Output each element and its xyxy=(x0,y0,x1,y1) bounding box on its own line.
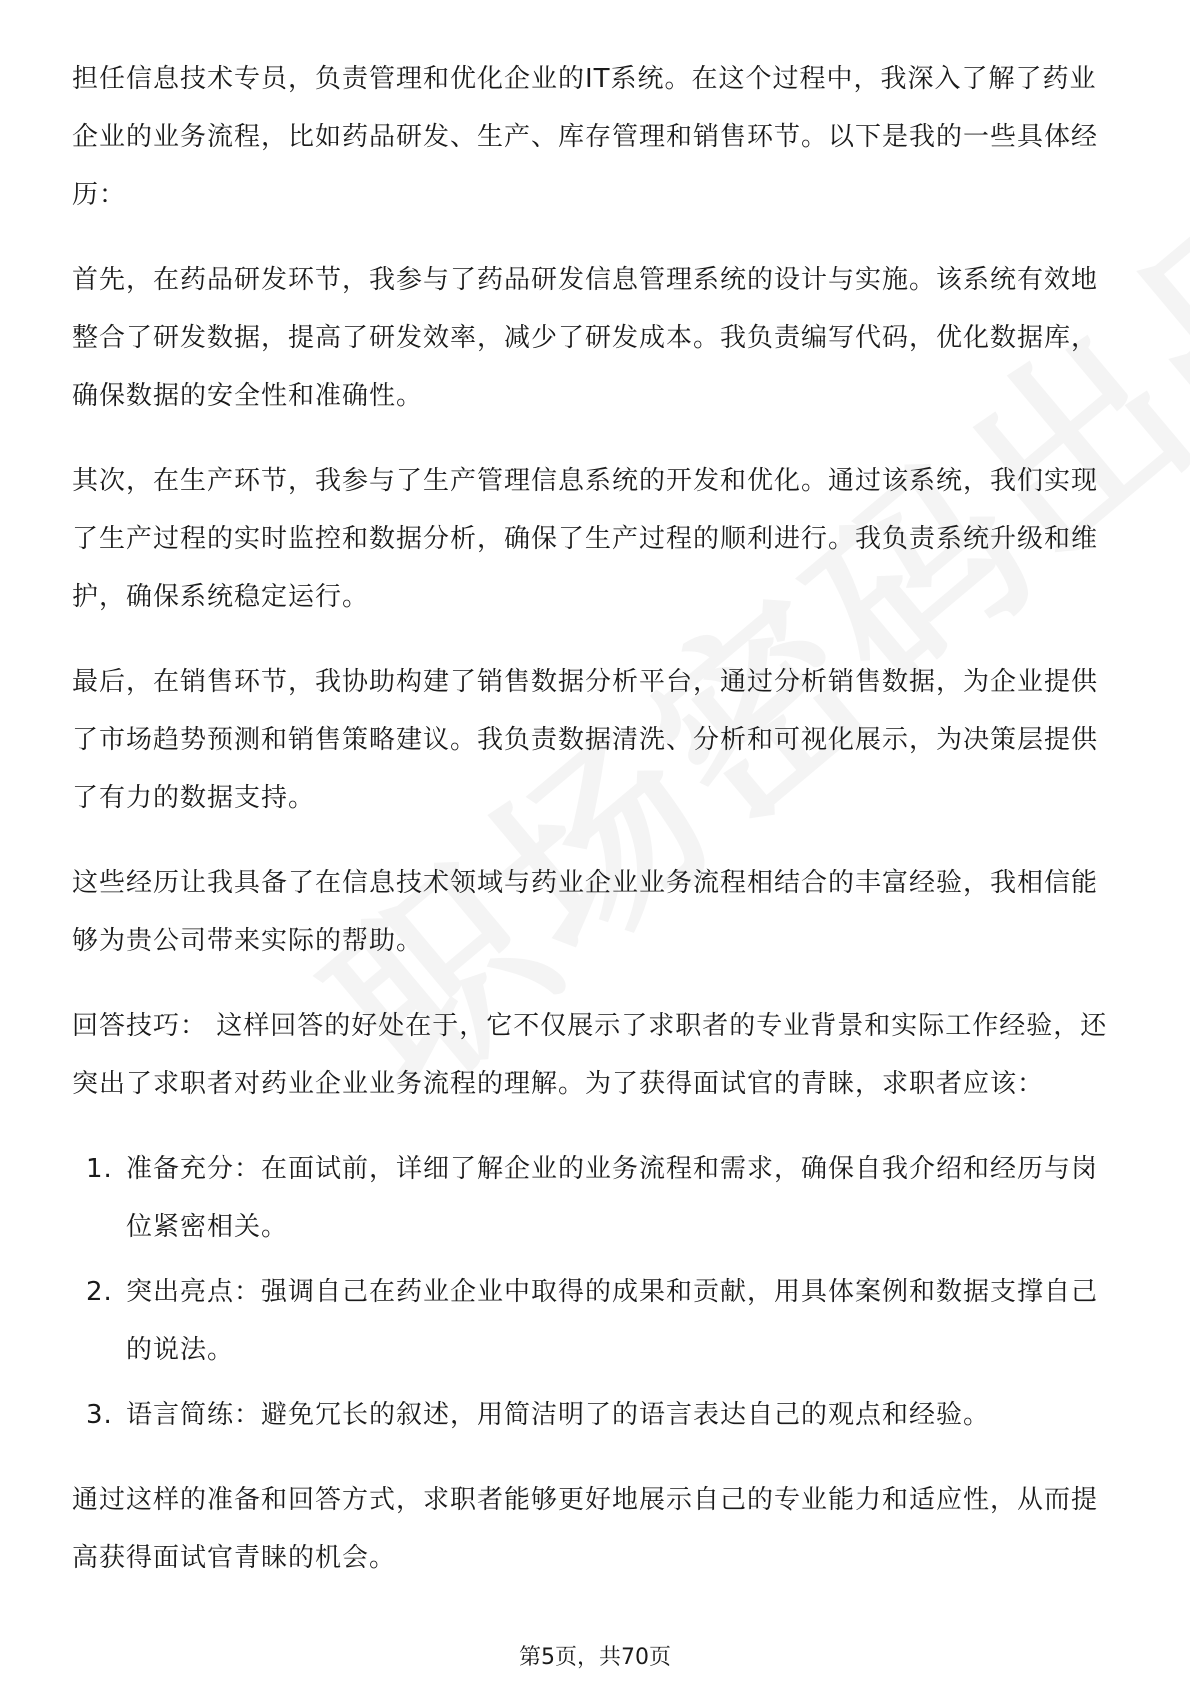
list-text: 准备充分：在面试前，详细了解企业的业务流程和需求，确保自我介绍和经历与岗位紧密相关。 xyxy=(126,1154,1099,1242)
paragraph-sales: 最后，在销售环节，我协助构建了销售数据分析平台，通过分析销售数据，为企业提供了市场趋势预测和销售策略建议。我负责数据清洗、分析和可视化展示，为决策层提供了有力的数据支持。 xyxy=(72,667,1099,813)
paragraph-it-role: 担任信息技术专员，负责管理和优化企业的IT系统。在这个过程中，我深入了解了药业企业的业务流程，比如药品研发、生产、库存管理和销售环节。以下是我的一些具体经历： xyxy=(72,64,1099,210)
list-text: 语言简练：避免冗长的叙述，用简洁明了的语言表达自己的观点和经验。 xyxy=(126,1400,991,1430)
paragraph-production: 其次，在生产环节，我参与了生产管理信息系统的开发和优化。通过该系统，我们实现了生产过程的实时监控和数据分析，确保了生产过程的顺利进行。我负责系统升级和维护，确保系统稳定运行。 xyxy=(72,466,1099,612)
list-item xyxy=(72,1263,1118,1379)
document-body xyxy=(72,50,1118,1614)
list-item xyxy=(72,1386,1118,1444)
tips-list xyxy=(72,1140,1118,1444)
list-number: 3. xyxy=(86,1400,113,1430)
list-text: 突出亮点：强调自己在药业企业中取得的成果和贡献，用具体案例和数据支撑自己的说法。 xyxy=(126,1277,1099,1365)
list-item xyxy=(72,1140,1118,1256)
paragraph-summary: 这些经历让我具备了在信息技术领域与药业企业业务流程相结合的丰富经验，我相信能够为贵公司带来实际的帮助。 xyxy=(72,868,1099,956)
list-number: 1. xyxy=(86,1154,113,1184)
paragraph-rnd: 首先，在药品研发环节，我参与了药品研发信息管理系统的设计与实施。该系统有效地整合了研发数据，提高了研发效率，减少了研发成本。我负责编写代码，优化数据库，确保数据的安全性和准确性。 xyxy=(72,265,1099,411)
paragraph-answer-tips: 回答技巧： 这样回答的好处在于，它不仅展示了求职者的专业背景和实际工作经验，还突出了求职者对药业企业业务流程的理解。为了获得面试官的青睐，求职者应该： xyxy=(72,1011,1108,1099)
list-number: 2. xyxy=(86,1277,113,1307)
page-number: 第5页，共70页 xyxy=(519,1645,671,1670)
paragraph-closing: 通过这样的准备和回答方式，求职者能够更好地展示自己的专业能力和适应性，从而提高获得面试官青睐的机会。 xyxy=(72,1485,1099,1573)
